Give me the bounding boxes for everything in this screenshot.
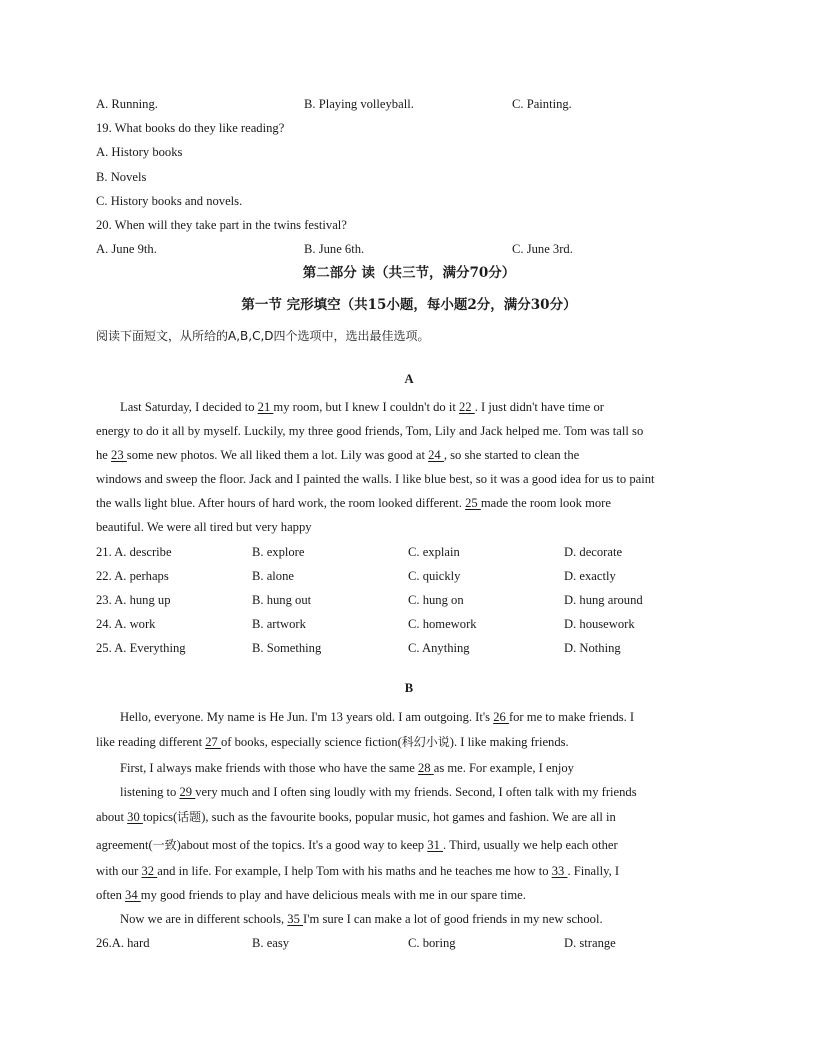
q18-option-c: C. Painting.	[512, 97, 572, 111]
passage-b-line-8: often 34 my good friends to play and have delicious meals with me in our spare time.	[96, 888, 526, 902]
blank-31: 31	[427, 838, 444, 852]
q18-option-b: B. Playing volleyball.	[304, 97, 414, 111]
instruction: 阅读下面短文，从所给的A,B,C,D四个选项中，选出最佳选项。	[96, 329, 430, 343]
q19-option-a: A. History books	[96, 145, 183, 159]
passage-b-line-1: Hello, everyone. My name is He Jun. I'm 13 years old. I am outgoing. It's 26 for me to make friends. I	[120, 710, 635, 724]
passage-a-line-5: the walls light blue. After hours of hard work, the room looked different. 25 made the room look more	[96, 496, 611, 510]
passage-b-line-7: with our 32 and in life. For example, I help Tom with his maths and he teaches me how to 33 . Finally, I	[96, 864, 620, 878]
blank-27: 27	[205, 735, 221, 749]
passage-a-line-1: Last Saturday, I decided to 21 my room, but I knew I couldn't do it 22 . I just didn't have time or	[120, 400, 604, 414]
passage-b-line-6: agreement(一致)about most of the topics. It's a good way to keep 31 . Third, usually we help each other	[96, 838, 618, 852]
q19-option-c: C. History books and novels.	[96, 194, 243, 208]
blank-25: 25	[465, 496, 481, 510]
blank-22: 22	[458, 400, 475, 414]
passage-b-line-4: listening to 29 very much and I often sing loudly with my friends. Second, I often talk with my friends	[120, 785, 637, 799]
section1-heading: 第一节 完形填空（共15小题，每小题2分，满分30分）	[241, 297, 577, 313]
passage-b-letter: B	[404, 681, 414, 695]
blank-24: 24	[428, 448, 444, 462]
q19-question: 19. What books do they like reading?	[96, 121, 285, 135]
passage-b-line-9: Now we are in different schools, 35 I'm sure I can make a lot of good friends in my new school.	[120, 912, 603, 926]
part2-heading: 第二部分 读（共三节，满分70分）	[302, 265, 516, 281]
q18-option-a: A. Running.	[96, 97, 158, 111]
passage-b-line-2: like reading different 27 of books, especially science fiction(科幻小说). I like making friends.	[96, 735, 569, 749]
blank-29: 29	[179, 785, 196, 799]
blank-32: 32	[141, 864, 158, 878]
q20-option-c: C. June 3rd.	[512, 242, 573, 256]
blank-34: 34	[125, 888, 141, 902]
passage-a-line-2: energy to do it all by myself. Luckily, my three good friends, Tom, Lily and Jack helped me. Tom was tall so	[96, 424, 644, 438]
q20-option-b: B. June 6th.	[304, 242, 365, 256]
q19-option-b: B. Novels	[96, 170, 147, 184]
blank-23: 23	[111, 448, 127, 462]
passage-a-line-4: windows and sweep the floor. Jack and I painted the walls. I like blue best, so it was a good idea for us to paint	[96, 472, 655, 486]
q20-option-a: A. June 9th.	[96, 242, 157, 256]
passage-a-line-6: beautiful. We were all tired but very happy	[96, 520, 312, 534]
blank-33: 33	[551, 864, 568, 878]
passage-b-line-5: about 30 topics(话题), such as the favourite books, popular music, hot games and fashion. We are all in	[96, 810, 616, 824]
blank-30: 30	[127, 810, 143, 824]
blank-21: 21	[257, 400, 274, 414]
passage-a-line-3: he 23 some new photos. We all liked them a lot. Lily was good at 24 , so she started to clean the	[96, 448, 580, 462]
blank-26: 26	[493, 710, 509, 724]
passage-b-line-3: First, I always make friends with those who have the same 28 as me. For example, I enjoy	[120, 761, 574, 775]
passage-a-letter: A	[404, 372, 414, 386]
blank-35: 35	[287, 912, 304, 926]
q20-question: 20. When will they take part in the twins festival?	[96, 218, 347, 232]
blank-28: 28	[417, 761, 434, 775]
